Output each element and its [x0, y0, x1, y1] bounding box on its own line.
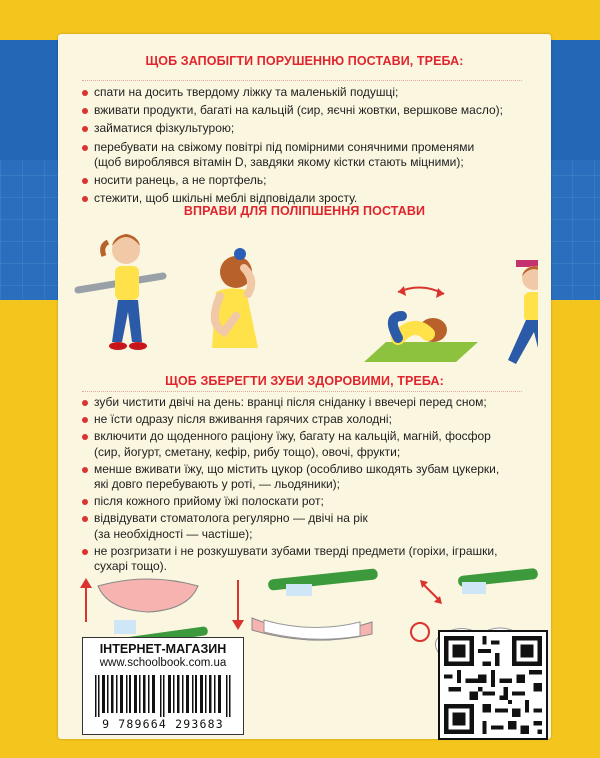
teeth-list — [82, 395, 499, 574]
list-item: стежити, щоб шкільні меблі відповідали зросту. — [82, 191, 503, 206]
list-item: спати на досить твердому ліжку та маленькій подушці; — [82, 85, 503, 100]
posture-heading: ЩОБ ЗАПОБІГТИ ПОРУШЕННЮ ПОСТАВИ, ТРЕБА: — [145, 54, 464, 68]
list-item: вживати продукти, багаті на кальцій (сир, яєчні жовтки, вершкове масло); — [82, 103, 503, 118]
shop-url[interactable]: www.schoolbook.com.ua — [99, 657, 227, 669]
list-item: менше вживати їжу, що містить цукор (особливо шкодять зубам цукерки, які довго перебувають у роті, — льодяники); — [82, 462, 499, 492]
divider — [82, 80, 522, 81]
list-item: не їсти одразу після вживання гарячих страв холодні; — [82, 412, 499, 427]
girl-with-stick-illustration — [78, 234, 163, 350]
girl-stretching-illustration — [212, 248, 258, 348]
list-item: не розгризати і не розкушувати зубами тверді предмети (горіхи, іграшки, сухарі тощо). — [82, 544, 499, 574]
posture-list — [82, 85, 503, 206]
list-item: включити до щоденного раціону їжу, багату на кальцій, магній, фосфор (сир, йогурт, сметану, кефір, рибу тощо), овочі, фрукти; — [82, 429, 499, 459]
qr-code-icon[interactable] — [438, 630, 548, 740]
barcode-icon — [93, 675, 233, 717]
brush-down-illustration — [232, 568, 378, 640]
girl-walking-with-book-illustration — [508, 260, 538, 364]
teeth-heading: ЩОБ ЗБЕРЕГТИ ЗУБИ ЗДОРОВИМИ, ТРЕБА: — [165, 374, 444, 388]
list-item: після кожного прийому їжі полоскати рот; — [82, 494, 499, 509]
shop-title: ІНТЕРНЕТ-МАГАЗИН — [99, 642, 227, 656]
exercise-illustrations — [68, 220, 538, 390]
list-item: носити ранець, а не портфель; — [82, 173, 503, 188]
girl-on-mat-illustration — [364, 286, 478, 362]
list-item: перебувати на свіжому повітрі під помірними сонячними променями (щоб вироблявся вітамін D, завдяки якому кістки стають міцними); — [82, 140, 503, 170]
list-item: відвідувати стоматолога регулярно — двічі на рік (за необхідності — частіше); — [82, 511, 499, 541]
divider — [82, 391, 522, 392]
list-item: зуби чистити двічі на день: вранці після сніданку і ввечері перед сном; — [82, 395, 499, 410]
isbn-number: 9 789664 293683 — [102, 717, 224, 731]
list-item: займатися фізкультурою; — [82, 121, 503, 136]
barcode-box — [82, 637, 244, 735]
exercises-heading: ВПРАВИ ДЛЯ ПОЛІПШЕННЯ ПОСТАВИ — [183, 204, 426, 218]
